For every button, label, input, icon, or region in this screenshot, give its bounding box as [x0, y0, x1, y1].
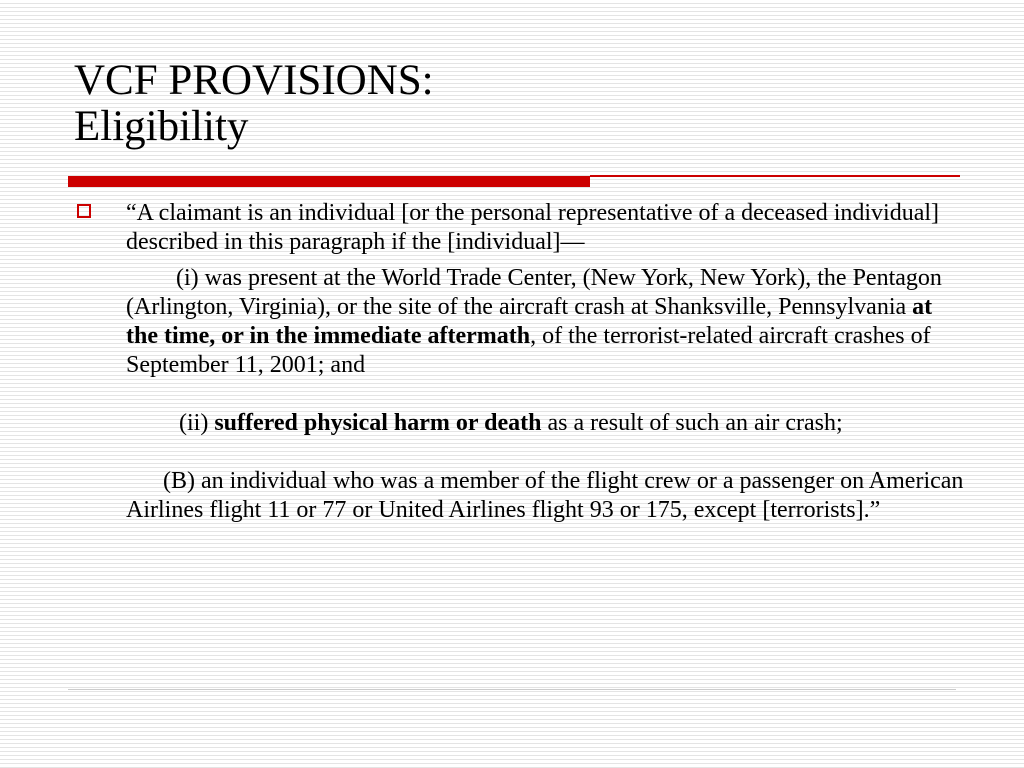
clause-i-emphasis: at the time, or in the immediate aftermath	[126, 294, 933, 349]
hollow-square-bullet-icon	[77, 204, 91, 218]
title-underline-thin	[590, 175, 960, 177]
footer-divider	[68, 689, 956, 690]
quote-intro: “A claimant is an individual [or the personal representative of a deceased individual] described in this paragraph if the [individual]—	[126, 200, 940, 255]
clause-ii-text-2: as a result of such an air crash;	[541, 410, 843, 436]
clause-ii	[126, 409, 964, 438]
slide-title-line-1: VCF PROVISIONS:	[74, 57, 434, 104]
clause-i-text-2: , of the terrorist-related aircraft crashes of September 11, 2001; and	[126, 323, 931, 378]
clause-i-text-1: (i) was present at the World Trade Center, (New York, New York), the Pentagon (Arlington, Virginia), or the site of the aircraft crash at Shanksville, Pennsylvania	[126, 265, 942, 320]
clause-ii-text-1: (ii)	[179, 410, 215, 436]
slide-title	[74, 58, 934, 150]
clause-b: (B) an individual who was a member of the flight crew or a passenger on American Airlines flight 11 or 77 or United Airlines flight 93 or 175, except [terrorists].”	[126, 468, 964, 523]
clause-ii-emphasis: suffered physical harm or death	[214, 410, 542, 436]
slide-title-line-2: Eligibility	[74, 103, 249, 150]
bullet-body	[126, 199, 964, 525]
title-underline-thick	[68, 176, 590, 187]
clause-i	[126, 264, 964, 380]
